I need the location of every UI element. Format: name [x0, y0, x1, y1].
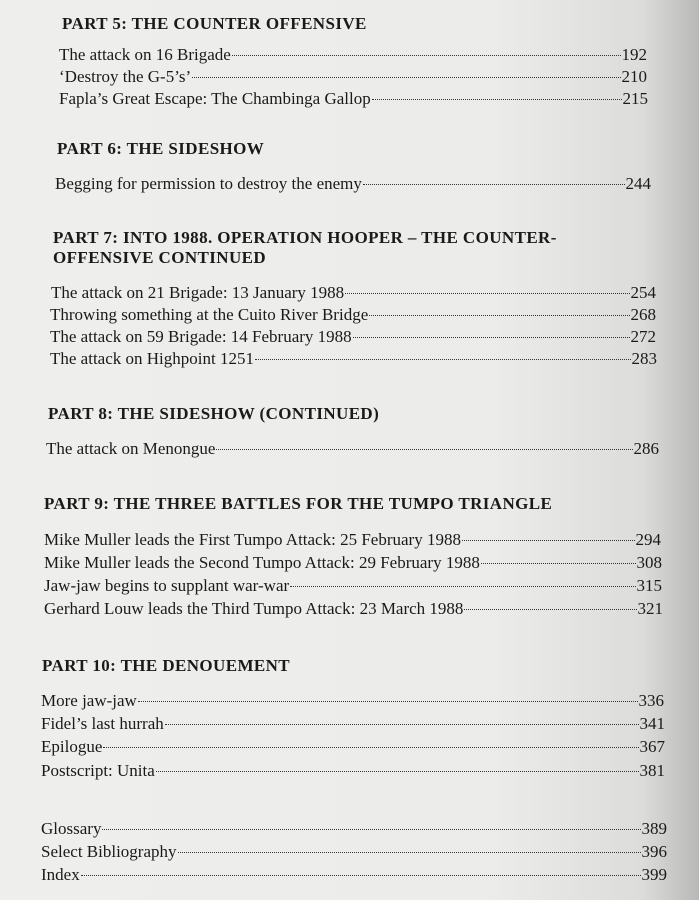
entry-page: 286 — [633, 439, 659, 458]
dot-leader — [192, 77, 620, 78]
toc-entry — [41, 841, 667, 863]
part-heading: PART 8: THE SIDESHOW (CONTINUED) — [48, 404, 380, 423]
entry-page: 315 — [636, 576, 662, 595]
entry-title: Gerhard Louw leads the Third Tumpo Attack: 23 March 1988 — [44, 599, 464, 618]
toc-entry — [41, 864, 667, 886]
dot-leader — [462, 540, 635, 541]
toc-entry — [44, 575, 662, 597]
entry-title: Fidel’s last hurrah — [41, 714, 164, 733]
toc-entry — [41, 736, 665, 758]
part-heading: PART 5: THE COUNTER OFFENSIVE — [62, 14, 367, 33]
entry-page: 254 — [630, 283, 656, 302]
dot-leader — [138, 701, 638, 702]
dot-leader — [165, 724, 639, 725]
entry-page: 244 — [625, 174, 651, 193]
entry-page: 308 — [636, 553, 662, 572]
toc-entry — [55, 173, 651, 195]
dot-leader — [102, 829, 640, 830]
entry-page: 341 — [639, 714, 665, 733]
toc-entry — [44, 529, 661, 551]
entry-page: 268 — [630, 305, 656, 324]
toc-entry — [59, 66, 647, 88]
toc-entry — [50, 304, 656, 326]
dot-leader — [81, 875, 641, 876]
entry-title: The attack on 21 Brigade: 13 January 1988 — [51, 283, 345, 302]
entry-title: Epilogue — [41, 737, 103, 756]
dot-leader — [369, 315, 629, 316]
entry-page: 294 — [635, 530, 661, 549]
toc-entry — [59, 88, 648, 110]
entry-page: 283 — [631, 349, 657, 368]
entry-title: The attack on Highpoint 1251 — [50, 349, 254, 368]
toc-entry — [44, 598, 663, 620]
toc-entry — [41, 690, 664, 712]
entry-title: The attack on 16 Brigade — [59, 45, 231, 64]
entry-title: Fapla’s Great Escape: The Chambinga Gallop — [59, 89, 371, 108]
dot-leader — [353, 337, 630, 338]
dot-leader — [481, 563, 636, 564]
toc-entry — [51, 282, 656, 304]
dot-leader — [255, 359, 631, 360]
toc-entry — [50, 348, 657, 370]
entry-page: 210 — [621, 67, 647, 86]
dot-leader — [216, 449, 632, 450]
toc-entry — [41, 818, 667, 840]
part-heading: PART 7: INTO 1988. OPERATION HOOPER – THE COUNTER- — [53, 228, 557, 247]
entry-title: Mike Muller leads the First Tumpo Attack: 25 February 1988 — [44, 530, 461, 549]
entry-title: More jaw-jaw — [41, 691, 137, 710]
part-heading-continued: OFFENSIVE CONTINUED — [53, 248, 267, 267]
entry-page: 336 — [638, 691, 664, 710]
dot-leader — [290, 586, 635, 587]
part-heading: PART 6: THE SIDESHOW — [57, 139, 265, 158]
dot-leader — [372, 99, 622, 100]
entry-title: Begging for permission to destroy the enemy — [55, 174, 362, 193]
toc-entry — [46, 438, 659, 460]
dot-leader — [363, 184, 625, 185]
dot-leader — [345, 293, 629, 294]
entry-page: 192 — [621, 45, 647, 64]
entry-title: Throwing something at the Cuito River Bridge — [50, 305, 369, 324]
entry-title: The attack on 59 Brigade: 14 February 1988 — [50, 327, 352, 346]
toc-entry — [41, 760, 665, 782]
entry-page: 321 — [637, 599, 663, 618]
dot-leader — [178, 852, 641, 853]
entry-page: 215 — [622, 89, 648, 108]
entry-title: Select Bibliography — [41, 842, 177, 861]
entry-title: Index — [41, 865, 80, 884]
dot-leader — [156, 771, 639, 772]
entry-page: 396 — [641, 842, 667, 861]
entry-title: Jaw-jaw begins to supplant war-war — [44, 576, 290, 595]
entry-title: The attack on Menongue — [46, 439, 216, 458]
part-heading: PART 9: THE THREE BATTLES FOR THE TUMPO TRIANGLE — [44, 494, 553, 513]
part-heading: PART 10: THE DENOUEMENT — [42, 656, 291, 675]
dot-leader — [103, 747, 638, 748]
entry-page: 381 — [639, 761, 665, 780]
toc-entry — [59, 44, 647, 66]
entry-page: 367 — [639, 737, 665, 756]
entry-title: Glossary — [41, 819, 102, 838]
entry-page: 389 — [641, 819, 667, 838]
dot-leader — [232, 55, 621, 56]
entry-title: Mike Muller leads the Second Tumpo Attack: 29 February 1988 — [44, 553, 480, 572]
toc-entry — [44, 552, 662, 574]
entry-title: Postscript: Unita — [41, 761, 155, 780]
dot-leader — [464, 609, 636, 610]
entry-page: 272 — [630, 327, 656, 346]
entry-page: 399 — [641, 865, 667, 884]
toc-entry — [50, 326, 656, 348]
entry-title: ‘Destroy the G-5’s’ — [59, 67, 192, 86]
toc-entry — [41, 713, 665, 735]
